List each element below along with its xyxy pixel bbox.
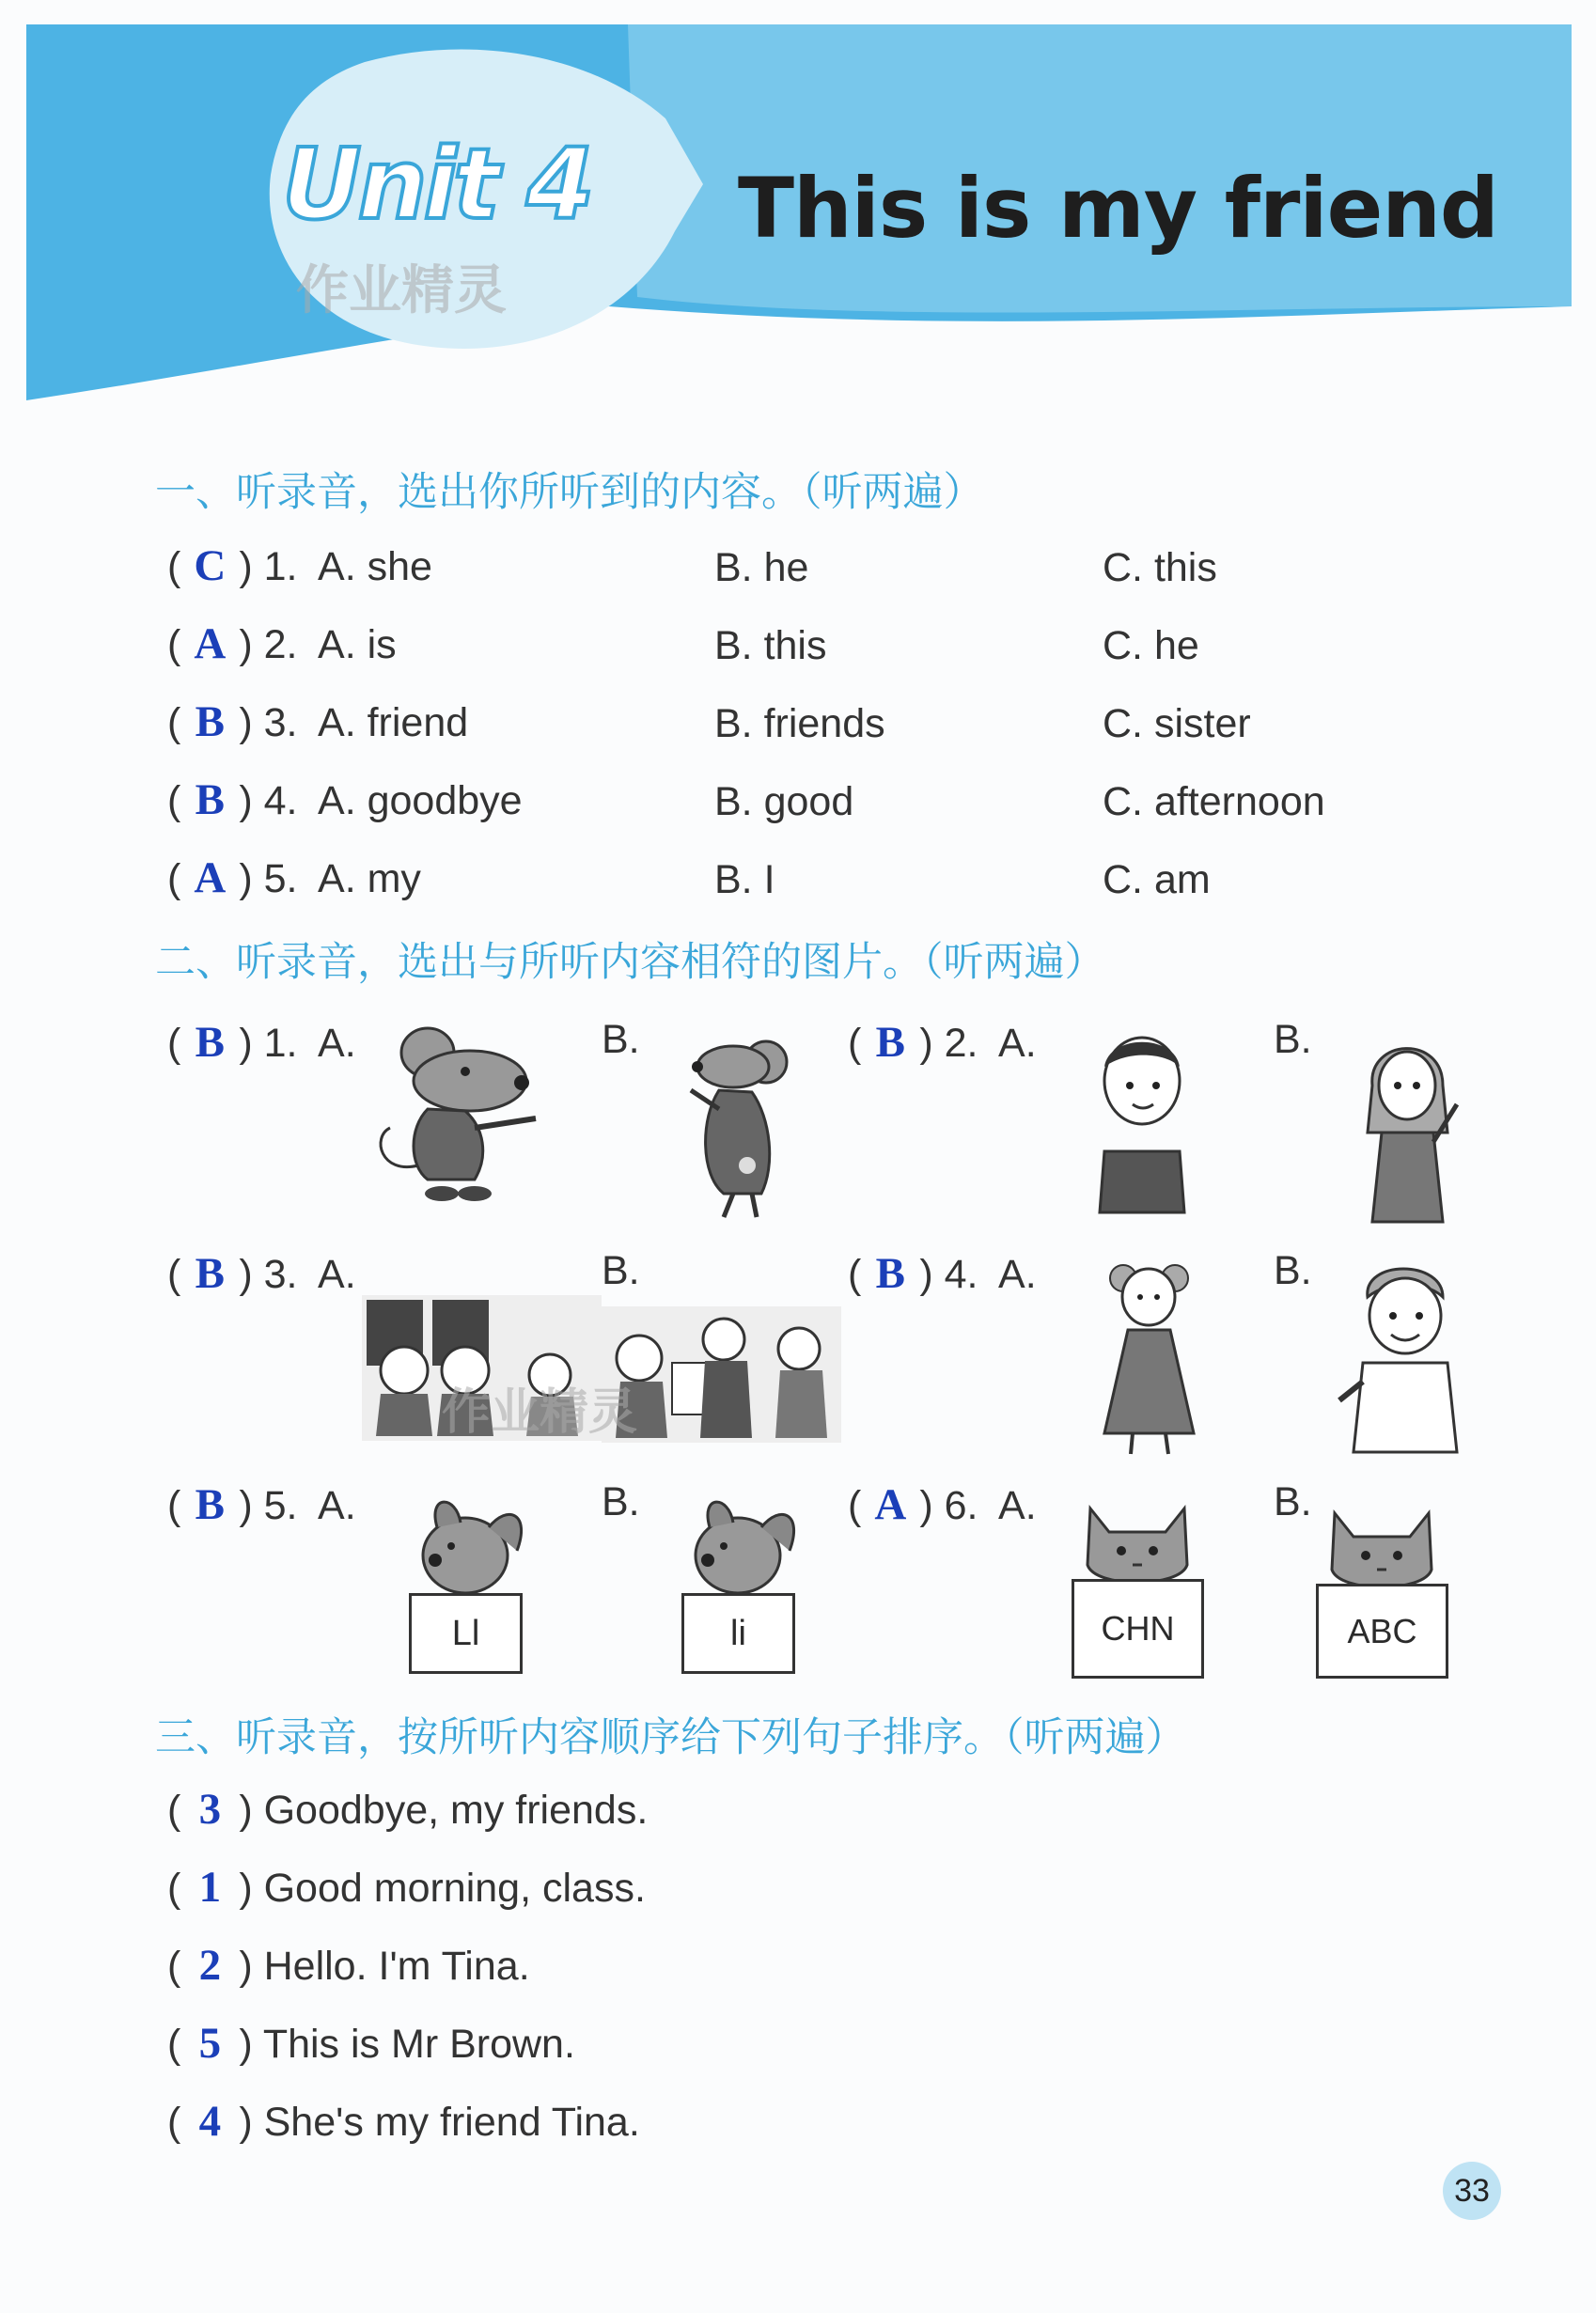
answer-mark: B bbox=[875, 1249, 905, 1298]
option-b-label: B. bbox=[1274, 1017, 1312, 1062]
option-b-label: B. bbox=[1274, 1479, 1312, 1524]
answer-mark: 3 bbox=[198, 1785, 222, 1834]
answer-mark: B bbox=[195, 1018, 225, 1067]
answer-mark: 5 bbox=[198, 2019, 222, 2068]
option-c: C. sister bbox=[1103, 701, 1251, 746]
sign-text: ABC bbox=[1316, 1584, 1448, 1679]
option-a-label: A. bbox=[318, 1252, 356, 1297]
answer-mark: 4 bbox=[198, 2097, 222, 2146]
dog-icon bbox=[672, 1494, 804, 1607]
cat-sign-a bbox=[1067, 1490, 1208, 1682]
girl-icon bbox=[1353, 1029, 1466, 1227]
option-b: B. good bbox=[714, 779, 854, 824]
question-number: 2. bbox=[944, 1021, 978, 1066]
option-b: B. this bbox=[714, 623, 827, 668]
answer-mark: A bbox=[874, 1480, 907, 1529]
option-a: A. is bbox=[318, 622, 397, 667]
cat-icon bbox=[1067, 1490, 1208, 1593]
option-a: A. friend bbox=[318, 700, 469, 745]
question-number: 5. bbox=[263, 856, 298, 901]
question-row: ( B ) 4. A. goodbye bbox=[167, 775, 523, 824]
page-title: This is my friend bbox=[738, 160, 1498, 257]
question-number: 1. bbox=[263, 544, 298, 589]
order-row: ( 1 ) Good morning, class. bbox=[167, 1863, 646, 1912]
option-b-label: B. bbox=[602, 1479, 640, 1524]
question-row: ( A ) 5. A. my bbox=[167, 853, 421, 902]
watermark: 作业精灵 bbox=[296, 260, 507, 321]
question-row: ( B ) 3. A. friend bbox=[167, 697, 469, 746]
sign-text: li bbox=[681, 1593, 795, 1674]
option-b: B. he bbox=[714, 545, 809, 590]
option-a-label: A. bbox=[998, 1483, 1037, 1528]
dog-sign-b bbox=[672, 1494, 804, 1678]
mouse-boy-icon bbox=[362, 1024, 559, 1203]
sentence: Hello. I'm Tina. bbox=[263, 1944, 530, 1989]
sign-text: Ll bbox=[409, 1593, 523, 1674]
option-b-label: B. bbox=[1274, 1248, 1312, 1293]
option-a-label: A. bbox=[318, 1021, 356, 1066]
section1-title: 一、听录音，选出你所听到的内容。（听两遍） bbox=[155, 469, 984, 516]
section3-title: 三、听录音，按所听内容顺序给下列句子排序。（听两遍） bbox=[155, 1714, 1186, 1761]
order-row: ( 2 ) Hello. I'm Tina. bbox=[167, 1941, 530, 1990]
question-row: ( A ) 2. A. is bbox=[167, 619, 397, 668]
sign-text: CHN bbox=[1072, 1579, 1204, 1679]
question-number: 2. bbox=[263, 622, 298, 667]
question-number: 1. bbox=[263, 1021, 298, 1066]
question-number: 4. bbox=[944, 1252, 978, 1297]
answer-mark: B bbox=[195, 775, 225, 824]
question-number: 3. bbox=[263, 1252, 298, 1297]
answer-mark: 2 bbox=[198, 1941, 222, 1990]
option-a-label: A. bbox=[318, 1483, 356, 1528]
picture-question: ( B ) 1. A. bbox=[167, 1018, 356, 1067]
picture-question: ( B ) 4. A. bbox=[848, 1249, 1037, 1298]
answer-mark: A bbox=[194, 853, 227, 902]
sentence: Good morning, class. bbox=[263, 1866, 646, 1911]
section2-title: 二、听录音，选出与所听内容相符的图片。（听两遍） bbox=[155, 939, 1105, 986]
order-row: ( 4 ) She's my friend Tina. bbox=[167, 2097, 640, 2146]
option-a: A. goodbye bbox=[318, 778, 523, 823]
option-a-label: A. bbox=[998, 1021, 1037, 1066]
order-row: ( 5 ) This is Mr Brown. bbox=[167, 2019, 575, 2068]
question-number: 6. bbox=[944, 1483, 978, 1528]
page-number: 33 bbox=[1443, 2162, 1501, 2220]
answer-mark: B bbox=[195, 1249, 225, 1298]
answer-mark: C bbox=[194, 541, 227, 590]
answer-mark: A bbox=[194, 619, 227, 668]
option-a: A. my bbox=[318, 856, 421, 901]
sentence: This is Mr Brown. bbox=[262, 2022, 575, 2067]
mouse-girl-icon bbox=[677, 1034, 799, 1222]
classroom-scene bbox=[602, 1306, 841, 1443]
option-c: C. this bbox=[1103, 545, 1217, 590]
cat-icon bbox=[1311, 1494, 1452, 1598]
option-b-label: B. bbox=[602, 1248, 640, 1293]
sentence: She's my friend Tina. bbox=[263, 2100, 640, 2145]
picture-question: ( A ) 6. A. bbox=[848, 1480, 1037, 1529]
option-c: C. afternoon bbox=[1103, 779, 1325, 824]
answer-mark: B bbox=[875, 1018, 905, 1067]
boy-thumbs-up-icon bbox=[1335, 1259, 1476, 1457]
question-row: ( C ) 1. A. she bbox=[167, 541, 432, 590]
option-b-label: B. bbox=[602, 1017, 640, 1062]
picture-question: ( B ) 2. A. bbox=[848, 1018, 1037, 1067]
dog-icon bbox=[399, 1494, 531, 1607]
unit-label: Unit 4 bbox=[282, 127, 591, 242]
option-a-label: A. bbox=[998, 1252, 1037, 1297]
dog-sign-a bbox=[399, 1494, 531, 1678]
watermark: 作业精灵 bbox=[442, 1384, 638, 1441]
answer-mark: B bbox=[195, 697, 225, 746]
answer-mark: 1 bbox=[198, 1863, 222, 1912]
option-b: B. friends bbox=[714, 701, 885, 746]
answer-mark: B bbox=[195, 1480, 225, 1529]
cat-sign-b bbox=[1311, 1494, 1452, 1687]
option-a: A. she bbox=[318, 544, 432, 589]
order-row: ( 3 ) Goodbye, my friends. bbox=[167, 1785, 649, 1834]
option-c: C. he bbox=[1103, 623, 1199, 668]
question-number: 3. bbox=[263, 700, 298, 745]
picture-question: ( B ) 3. A. bbox=[167, 1249, 356, 1298]
boy-icon bbox=[1090, 1029, 1194, 1217]
option-b: B. I bbox=[714, 857, 775, 902]
sentence: Goodbye, my friends. bbox=[263, 1788, 649, 1833]
question-number: 4. bbox=[263, 778, 298, 823]
question-number: 5. bbox=[263, 1483, 298, 1528]
option-c: C. am bbox=[1103, 857, 1211, 902]
girl-dress-icon bbox=[1095, 1255, 1203, 1457]
picture-question: ( B ) 5. A. bbox=[167, 1480, 356, 1529]
